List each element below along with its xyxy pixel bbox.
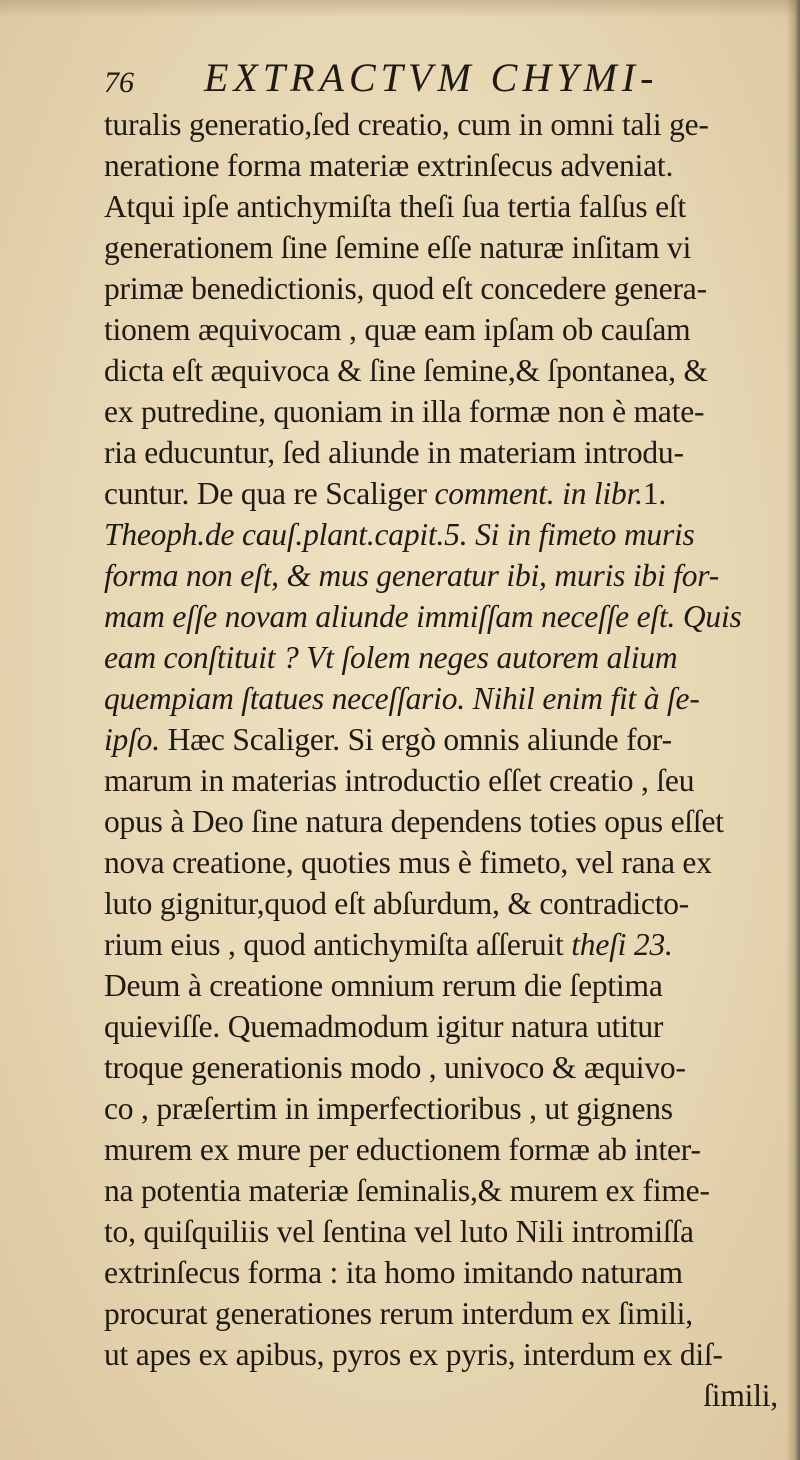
text-line bbox=[104, 637, 784, 678]
text-segment: cuntur. De qua re Scaliger bbox=[104, 476, 435, 511]
italic-text-segment: theſi 23. bbox=[571, 927, 673, 962]
text-line bbox=[104, 801, 784, 842]
italic-text-segment: eam conſtituit ? Vt ſolem neges autorem alium bbox=[104, 640, 678, 675]
text-line bbox=[104, 555, 784, 596]
text-line bbox=[104, 227, 784, 268]
text-line bbox=[104, 1211, 784, 1252]
page-fore-edge bbox=[786, 0, 800, 1460]
text-segment: extrinſecus forma : ita homo imitando naturam bbox=[104, 1255, 683, 1290]
italic-text-segment: quempiam ſtatues neceſſario. Nihil enim fit à ſe- bbox=[104, 681, 700, 716]
italic-text-segment: forma non eſt, & mus generatur ibi, muris ibi for- bbox=[104, 558, 720, 593]
text-segment: Atqui ipſe antichymiſta theſi ſua tertia falſus eſt bbox=[104, 189, 687, 224]
text-line bbox=[104, 432, 784, 473]
catchword: ſimili, bbox=[703, 1378, 778, 1413]
text-line bbox=[104, 473, 784, 514]
text-line bbox=[104, 1047, 784, 1088]
text-line bbox=[104, 514, 784, 555]
text-segment: turalis generatio,ſed creatio, cum in omni tali ge- bbox=[104, 107, 709, 142]
text-segment: ria educuntur, ſed aliunde in materiam introdu- bbox=[104, 435, 684, 470]
text-line bbox=[104, 842, 784, 883]
text-line bbox=[104, 596, 784, 637]
text-segment: rium eius , quod antichymiſta aſſeruit bbox=[104, 927, 572, 962]
text-segment: Deum à creatione omnium rerum die ſeptima bbox=[104, 968, 663, 1003]
text-segment: ut apes ex apibus, pyros ex pyris, interdum ex diſ- bbox=[104, 1337, 723, 1372]
page-header bbox=[104, 50, 704, 102]
text-line bbox=[104, 309, 784, 350]
text-line bbox=[104, 1293, 784, 1334]
text-line bbox=[104, 965, 784, 1006]
text-segment: na potentia materiæ ſeminalis,& murem ex fime- bbox=[104, 1173, 710, 1208]
text-segment: Hæc Scaliger. Si ergò omnis aliunde for- bbox=[167, 722, 672, 757]
text-line bbox=[104, 1252, 784, 1293]
text-line bbox=[104, 1006, 784, 1047]
text-segment: marum in materias introductio eſſet creatio , ſeu bbox=[104, 763, 695, 798]
text-line bbox=[104, 1334, 784, 1375]
text-segment: co , præſertim in imperfectioribus , ut gignens bbox=[104, 1091, 673, 1126]
text-line bbox=[104, 145, 784, 186]
italic-text-segment: Theoph.de cauſ.plant.capit.5. Si in fimeto muris bbox=[104, 517, 695, 552]
text-line bbox=[104, 883, 784, 924]
text-segment: dicta eſt æquivoca & ſine ſemine,& ſpontanea, & bbox=[104, 353, 708, 388]
page-number: 76 bbox=[104, 66, 134, 99]
text-line bbox=[104, 924, 784, 965]
text-segment: troque generationis modo , univoco & æquivo- bbox=[104, 1050, 686, 1085]
text-segment: murem ex mure per eductionem formæ ab inter- bbox=[104, 1132, 701, 1167]
italic-text-segment: comment. in libr. bbox=[434, 476, 643, 511]
text-segment: tionem æquivocam , quæ eam ipſam ob cauſam bbox=[104, 312, 691, 347]
text-segment: ex putredine, quoniam in illa formæ non è mate- bbox=[104, 394, 705, 429]
text-segment: luto gignitur,quod eſt abſurdum, & contradicto- bbox=[104, 886, 690, 921]
text-segment: nova creatione, quoties mus è fimeto, vel rana ex bbox=[104, 845, 712, 880]
text-segment: to, quiſquiliis vel ſentina vel luto Nili intromiſſa bbox=[104, 1214, 694, 1249]
text-segment: 1. bbox=[642, 476, 667, 511]
page-top-shadow bbox=[0, 0, 800, 18]
text-line bbox=[104, 1088, 784, 1129]
body-text bbox=[104, 104, 784, 1416]
text-line bbox=[104, 350, 784, 391]
running-title: EXTRACTVM CHYMI- bbox=[204, 55, 659, 100]
text-segment: generationem ſine ſemine eſſe naturæ inſitam vi bbox=[104, 230, 692, 265]
text-line bbox=[104, 268, 784, 309]
text-line bbox=[104, 186, 784, 227]
text-line bbox=[104, 760, 784, 801]
italic-text-segment: mam eſſe novam aliunde immiſſam neceſſe eſt. Quis bbox=[104, 599, 742, 634]
text-segment: opus à Deo ſine natura dependens toties opus eſſet bbox=[104, 804, 724, 839]
text-line bbox=[104, 1129, 784, 1170]
text-line bbox=[104, 719, 784, 760]
text-line bbox=[104, 391, 784, 432]
text-segment: neratione forma materiæ extrinſecus adveniat. bbox=[104, 148, 674, 183]
text-segment: procurat generationes rerum interdum ex ſimili, bbox=[104, 1296, 693, 1331]
text-line bbox=[104, 1170, 784, 1211]
italic-text-segment: ipſo. bbox=[104, 722, 168, 757]
text-line bbox=[104, 104, 784, 145]
text-segment: primæ benedictionis, quod eſt concedere genera- bbox=[104, 271, 707, 306]
text-line bbox=[104, 678, 784, 719]
text-segment: quieviſſe. Quemadmodum igitur natura utitur bbox=[104, 1009, 664, 1044]
